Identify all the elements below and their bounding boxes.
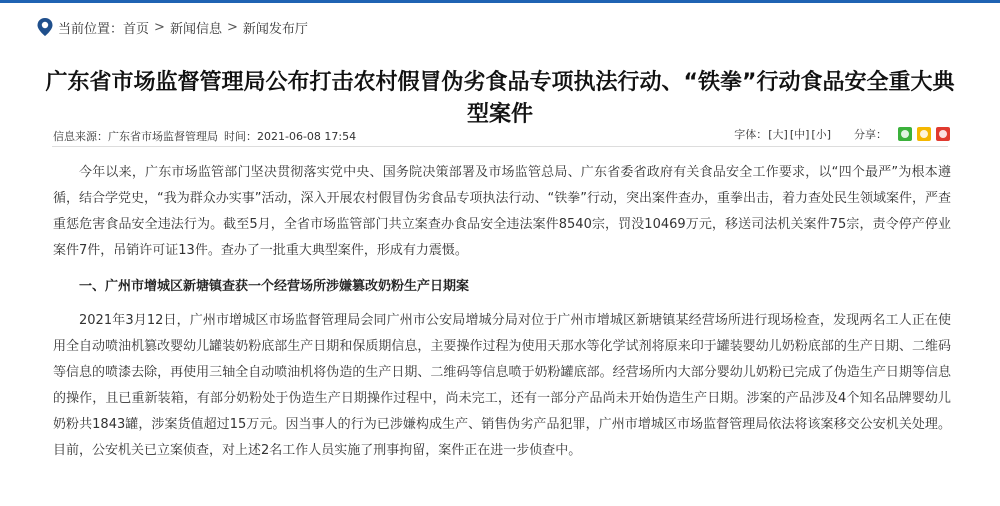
breadcrumb	[36, 17, 308, 37]
article-body	[53, 160, 951, 464]
meta-divider	[52, 146, 948, 147]
location-pin-icon	[36, 17, 54, 37]
article-paragraph: 今年以来，广东市场监管部门坚决贯彻落实党中央、国务院决策部署及市场监管总局、广东省委省政府有关食品安全工作要求，以“四个最严”为根本遵循，结合学党史，“我为群众办实事”活动，深入开展农村假冒伪劣食品专项执法行动、“铁拳”行动，突出案件查办，重拳出击，着力查处民生领域案件，严查重惩危害食品安全违法行为。截至5月，全省市场监管部门共立案查办食品安全违法案件8540宗，罚没10469万元，移送司法机关案件75宗，责令停产停业案件7件，吊销许可证13件。查办了一批重大典型案件，形成有力震慑。	[53, 165, 951, 258]
breadcrumb-separator: >	[154, 19, 165, 35]
wechat-share-icon[interactable]	[898, 127, 912, 141]
qzone-share-icon[interactable]	[917, 127, 931, 141]
article-meta	[53, 128, 356, 144]
font-size-label: 字体：	[734, 128, 768, 141]
share-label: 分享：	[854, 128, 887, 141]
breadcrumb-separator: >	[226, 19, 238, 35]
article-time: 时间：2021-06-08 17:54	[224, 130, 357, 143]
font-large-button[interactable]: [大]	[768, 128, 788, 141]
breadcrumb-label: 当前位置：	[58, 21, 124, 37]
article-section-heading: 一、广州市增城区新塘镇查获一个经营场所涉嫌篡改奶粉生产日期案	[79, 279, 470, 294]
article-source: 信息来源：广东省市场监督管理局	[53, 130, 218, 143]
breadcrumb-press-hall-link[interactable]: 新闻发布厅	[242, 21, 308, 37]
article-title: 广东省市场监督管理局公布打击农村假冒伪劣食品专项执法行动、“铁拳”行动食品安全重大典型案件	[45, 69, 955, 127]
font-medium-button[interactable]: [中]	[789, 128, 810, 141]
breadcrumb-home-link[interactable]: 首页	[123, 21, 150, 37]
article-paragraph: 2021年3月12日，广州市增城区市场监督管理局会同广州市公安局增城分局对位于广州市增城区新塘镇某经营场所进行现场检查，发现两名工人正在使用全自动喷油机篡改婴幼儿罐装奶粉底部生产日期和保质期信息，主要操作过程为使用天那水等化学试剂将原来印于罐装婴幼儿奶粉底部的生产日期、二维码等信息的喷漆去除，再使用三轴全自动喷油机将伪造的生产日期、二维码等信息喷于奶粉罐底部。经营场所内大部分婴幼儿奶粉已完成了伪造生产日期等信息的操作，且已重新装箱，有部分奶粉处于伪造生产日期操作过程中，尚未完工，还有一部分产品尚未开始伪造生产日期。涉案的产品涉及4个知名品牌婴幼儿奶粉共1843罐，涉案货值超过15万元。因当事人的行为已涉嫌构成生产、销售伪劣产品犯罪，广州市增城区市场监督管理局依法将该案移交公安机关处理。目前，公安机关已立案侦查，对上述2名工作人员实施了刑事拘留，案件正在进一步侦查中。	[53, 313, 951, 458]
breadcrumb-news-link[interactable]: 新闻信息	[169, 21, 222, 37]
top-accent-line	[0, 0, 1000, 3]
weibo-share-icon[interactable]	[936, 127, 950, 141]
article-tools	[734, 126, 950, 142]
font-small-button[interactable]: [小]	[811, 128, 831, 141]
